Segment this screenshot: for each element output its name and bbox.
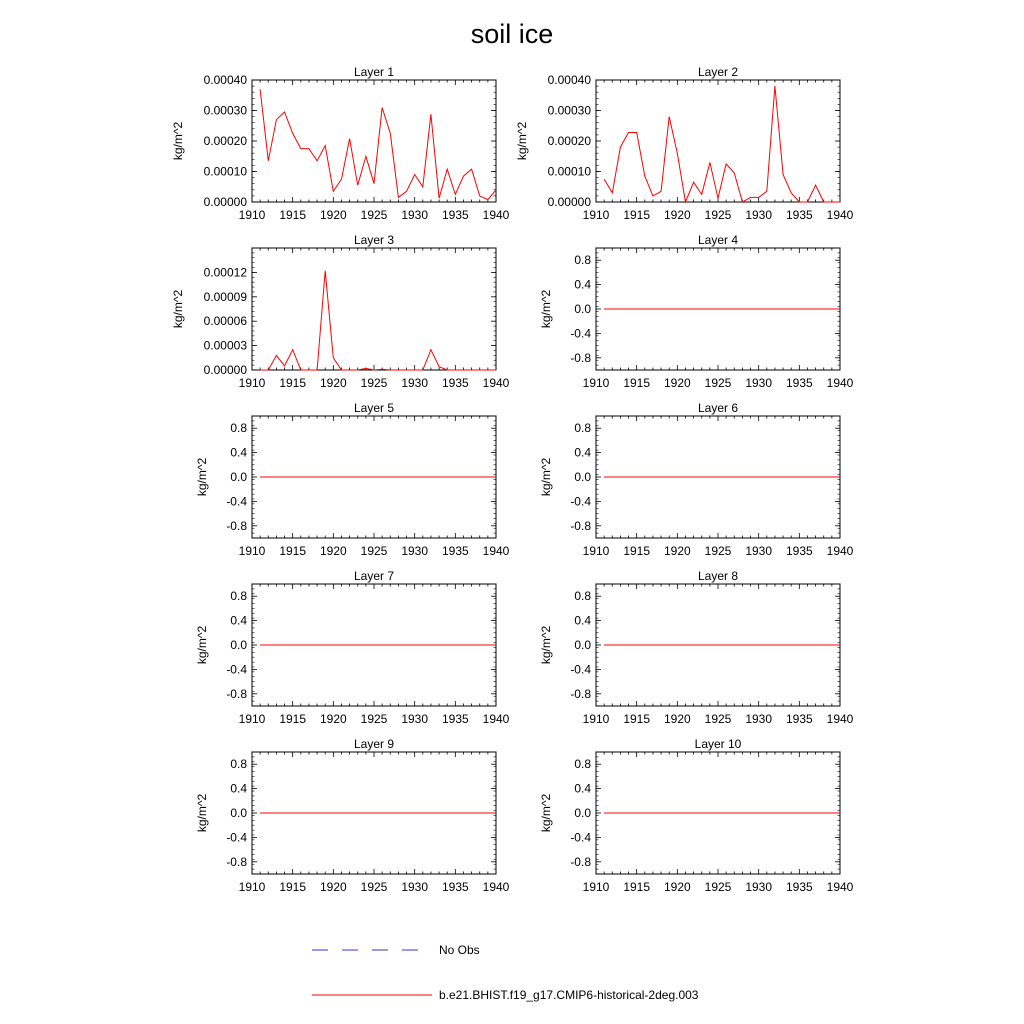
y-tick-label: -0.4: [226, 830, 247, 845]
x-tick-label: 1935: [441, 712, 469, 726]
y-tick-label: 0.00006: [203, 314, 247, 329]
panel-title: Layer 3: [353, 233, 395, 247]
panel-title: Layer 10: [694, 737, 742, 751]
x-tick-label: 1915: [623, 544, 651, 558]
plot-frame: [252, 248, 496, 370]
figure-title: soil ice: [470, 19, 554, 49]
y-axis-label: kg/m^2: [195, 457, 209, 497]
x-tick-label: 1940: [482, 880, 510, 894]
panel-title: Layer 4: [697, 233, 739, 247]
y-tick-label: 0.4: [230, 445, 247, 460]
x-tick-label: 1920: [319, 376, 347, 390]
panel-layer-2: [515, 65, 854, 222]
x-tick-label: 1930: [745, 208, 773, 222]
x-tick-label: 1930: [401, 376, 429, 390]
x-tick-label: 1910: [582, 880, 610, 894]
y-axis-label: kg/m^2: [195, 793, 209, 833]
x-tick-label: 1935: [441, 880, 469, 894]
y-tick-label: 0.00009: [203, 289, 247, 304]
x-tick-label: 1920: [319, 208, 347, 222]
y-tick-label: 0.8: [574, 589, 591, 604]
panel-title: Layer 9: [353, 737, 395, 751]
x-tick-label: 1935: [441, 376, 469, 390]
x-tick-label: 1920: [663, 544, 691, 558]
x-tick-label: 1940: [826, 880, 854, 894]
y-tick-label: 0.8: [230, 757, 247, 772]
x-tick-label: 1915: [623, 712, 651, 726]
x-tick-label: 1935: [785, 880, 813, 894]
y-tick-label: -0.4: [570, 662, 591, 677]
y-tick-label: 0.8: [574, 253, 591, 268]
y-tick-label: 0.00000: [203, 363, 247, 377]
x-tick-label: 1935: [441, 544, 469, 558]
y-tick-label: 0.00012: [203, 265, 247, 280]
y-tick-label: 0.0: [574, 638, 591, 652]
y-tick-label: -0.8: [226, 518, 247, 533]
x-tick-label: 1920: [319, 712, 347, 726]
panel-title: Layer 1: [353, 65, 395, 79]
x-tick-label: 1925: [704, 712, 732, 726]
y-tick-label: -0.8: [226, 686, 247, 701]
legend-label-no-obs: No Obs: [439, 943, 480, 957]
y-tick-label: 0.4: [574, 445, 591, 460]
x-tick-label: 1915: [279, 880, 307, 894]
y-tick-label: -0.4: [570, 326, 591, 341]
y-tick-label: -0.8: [570, 350, 591, 365]
x-tick-label: 1910: [238, 376, 266, 390]
y-tick-label: 0.8: [230, 589, 247, 604]
x-tick-label: 1920: [663, 376, 691, 390]
x-tick-label: 1930: [745, 712, 773, 726]
y-tick-label: 0.00020: [203, 134, 247, 148]
x-tick-label: 1910: [238, 880, 266, 894]
x-tick-label: 1935: [785, 712, 813, 726]
x-tick-label: 1940: [826, 208, 854, 222]
y-tick-label: -0.4: [570, 494, 591, 509]
y-tick-label: 0.8: [574, 757, 591, 772]
y-tick-label: 0.00030: [203, 103, 247, 118]
x-tick-label: 1920: [663, 208, 691, 222]
y-axis-label: kg/m^2: [195, 625, 209, 665]
x-tick-label: 1930: [745, 376, 773, 390]
y-tick-label: 0.00000: [203, 195, 247, 209]
x-tick-label: 1930: [745, 544, 773, 558]
y-tick-label: -0.8: [226, 854, 247, 869]
panel-layer-3: [171, 233, 510, 390]
x-tick-label: 1940: [482, 544, 510, 558]
panel-layer-10: [539, 737, 854, 894]
y-tick-label: 0.8: [230, 421, 247, 436]
y-tick-label: 0.0: [230, 806, 247, 820]
y-tick-label: 0.4: [574, 277, 591, 292]
x-tick-label: 1940: [482, 208, 510, 222]
x-tick-label: 1930: [401, 712, 429, 726]
x-tick-label: 1910: [582, 208, 610, 222]
y-tick-label: 0.00030: [547, 103, 591, 118]
y-tick-label: 0.00003: [203, 338, 247, 353]
x-tick-label: 1925: [360, 376, 388, 390]
panel-layer-8: [539, 569, 854, 726]
y-tick-label: 0.0: [230, 470, 247, 484]
panel-title: Layer 8: [697, 569, 739, 583]
y-tick-label: -0.8: [570, 518, 591, 533]
x-tick-label: 1910: [582, 376, 610, 390]
x-tick-label: 1940: [826, 376, 854, 390]
x-tick-label: 1915: [279, 544, 307, 558]
x-tick-label: 1910: [238, 712, 266, 726]
y-axis-label: kg/m^2: [539, 457, 553, 497]
x-tick-label: 1930: [401, 208, 429, 222]
y-tick-label: 0.00010: [203, 164, 247, 179]
x-tick-label: 1940: [482, 376, 510, 390]
y-tick-label: 0.00040: [203, 73, 247, 87]
x-tick-label: 1910: [238, 544, 266, 558]
x-tick-label: 1930: [745, 880, 773, 894]
y-axis-label: kg/m^2: [539, 793, 553, 833]
x-tick-label: 1910: [582, 544, 610, 558]
x-tick-label: 1920: [663, 880, 691, 894]
y-tick-label: -0.4: [226, 494, 247, 509]
y-tick-label: 0.0: [574, 470, 591, 484]
x-tick-label: 1935: [785, 544, 813, 558]
panel-layer-6: [539, 401, 854, 558]
y-tick-label: 0.4: [574, 781, 591, 796]
x-tick-label: 1925: [360, 544, 388, 558]
x-tick-label: 1930: [401, 880, 429, 894]
y-tick-label: -0.8: [570, 686, 591, 701]
x-tick-label: 1915: [279, 208, 307, 222]
y-tick-label: 0.00000: [547, 195, 591, 209]
panel-title: Layer 6: [697, 401, 739, 415]
y-tick-label: 0.0: [230, 638, 247, 652]
series-line: [260, 271, 496, 370]
x-tick-label: 1935: [785, 376, 813, 390]
x-tick-label: 1920: [319, 544, 347, 558]
y-axis-label: kg/m^2: [515, 121, 529, 161]
x-tick-label: 1935: [785, 208, 813, 222]
x-tick-label: 1920: [319, 880, 347, 894]
panel-layer-1: [171, 65, 510, 222]
x-tick-label: 1925: [704, 880, 732, 894]
legend: [312, 943, 699, 1002]
y-axis-label: kg/m^2: [539, 625, 553, 665]
y-tick-label: 0.00040: [547, 73, 591, 87]
y-tick-label: 0.4: [230, 613, 247, 628]
panel-layer-9: [195, 737, 510, 894]
series-line: [260, 89, 496, 199]
y-tick-label: 0.4: [230, 781, 247, 796]
x-tick-label: 1915: [623, 880, 651, 894]
panel-grid: [171, 65, 854, 894]
y-tick-label: 0.0: [574, 806, 591, 820]
x-tick-label: 1930: [401, 544, 429, 558]
x-tick-label: 1935: [441, 208, 469, 222]
y-tick-label: 0.00020: [547, 134, 591, 148]
series-line: [604, 86, 840, 202]
y-axis-label: kg/m^2: [171, 289, 185, 329]
x-tick-label: 1915: [623, 208, 651, 222]
x-tick-label: 1915: [279, 712, 307, 726]
x-tick-label: 1910: [238, 208, 266, 222]
x-tick-label: 1925: [360, 208, 388, 222]
y-tick-label: 0.0: [574, 302, 591, 316]
y-axis-label: kg/m^2: [539, 289, 553, 329]
y-tick-label: 0.00010: [547, 164, 591, 179]
panel-layer-4: [539, 233, 854, 390]
legend-label-model: b.e21.BHIST.f19_g17.CMIP6-historical-2deg.003: [439, 988, 699, 1002]
panel-title: Layer 2: [697, 65, 739, 79]
panel-title: Layer 5: [353, 401, 395, 415]
y-tick-label: -0.4: [570, 830, 591, 845]
x-tick-label: 1910: [582, 712, 610, 726]
x-tick-label: 1915: [623, 376, 651, 390]
y-tick-label: 0.4: [574, 613, 591, 628]
y-axis-label: kg/m^2: [171, 121, 185, 161]
x-tick-label: 1940: [482, 712, 510, 726]
x-tick-label: 1925: [360, 712, 388, 726]
x-tick-label: 1925: [704, 376, 732, 390]
y-tick-label: -0.4: [226, 662, 247, 677]
panel-layer-5: [195, 401, 510, 558]
x-tick-label: 1915: [279, 376, 307, 390]
panel-layer-7: [195, 569, 510, 726]
x-tick-label: 1925: [360, 880, 388, 894]
plot-frame: [596, 80, 840, 202]
x-tick-label: 1940: [826, 712, 854, 726]
y-tick-label: 0.8: [574, 421, 591, 436]
y-tick-label: -0.8: [570, 854, 591, 869]
x-tick-label: 1940: [826, 544, 854, 558]
x-tick-label: 1925: [704, 208, 732, 222]
x-tick-label: 1925: [704, 544, 732, 558]
panel-title: Layer 7: [353, 569, 395, 583]
x-tick-label: 1920: [663, 712, 691, 726]
